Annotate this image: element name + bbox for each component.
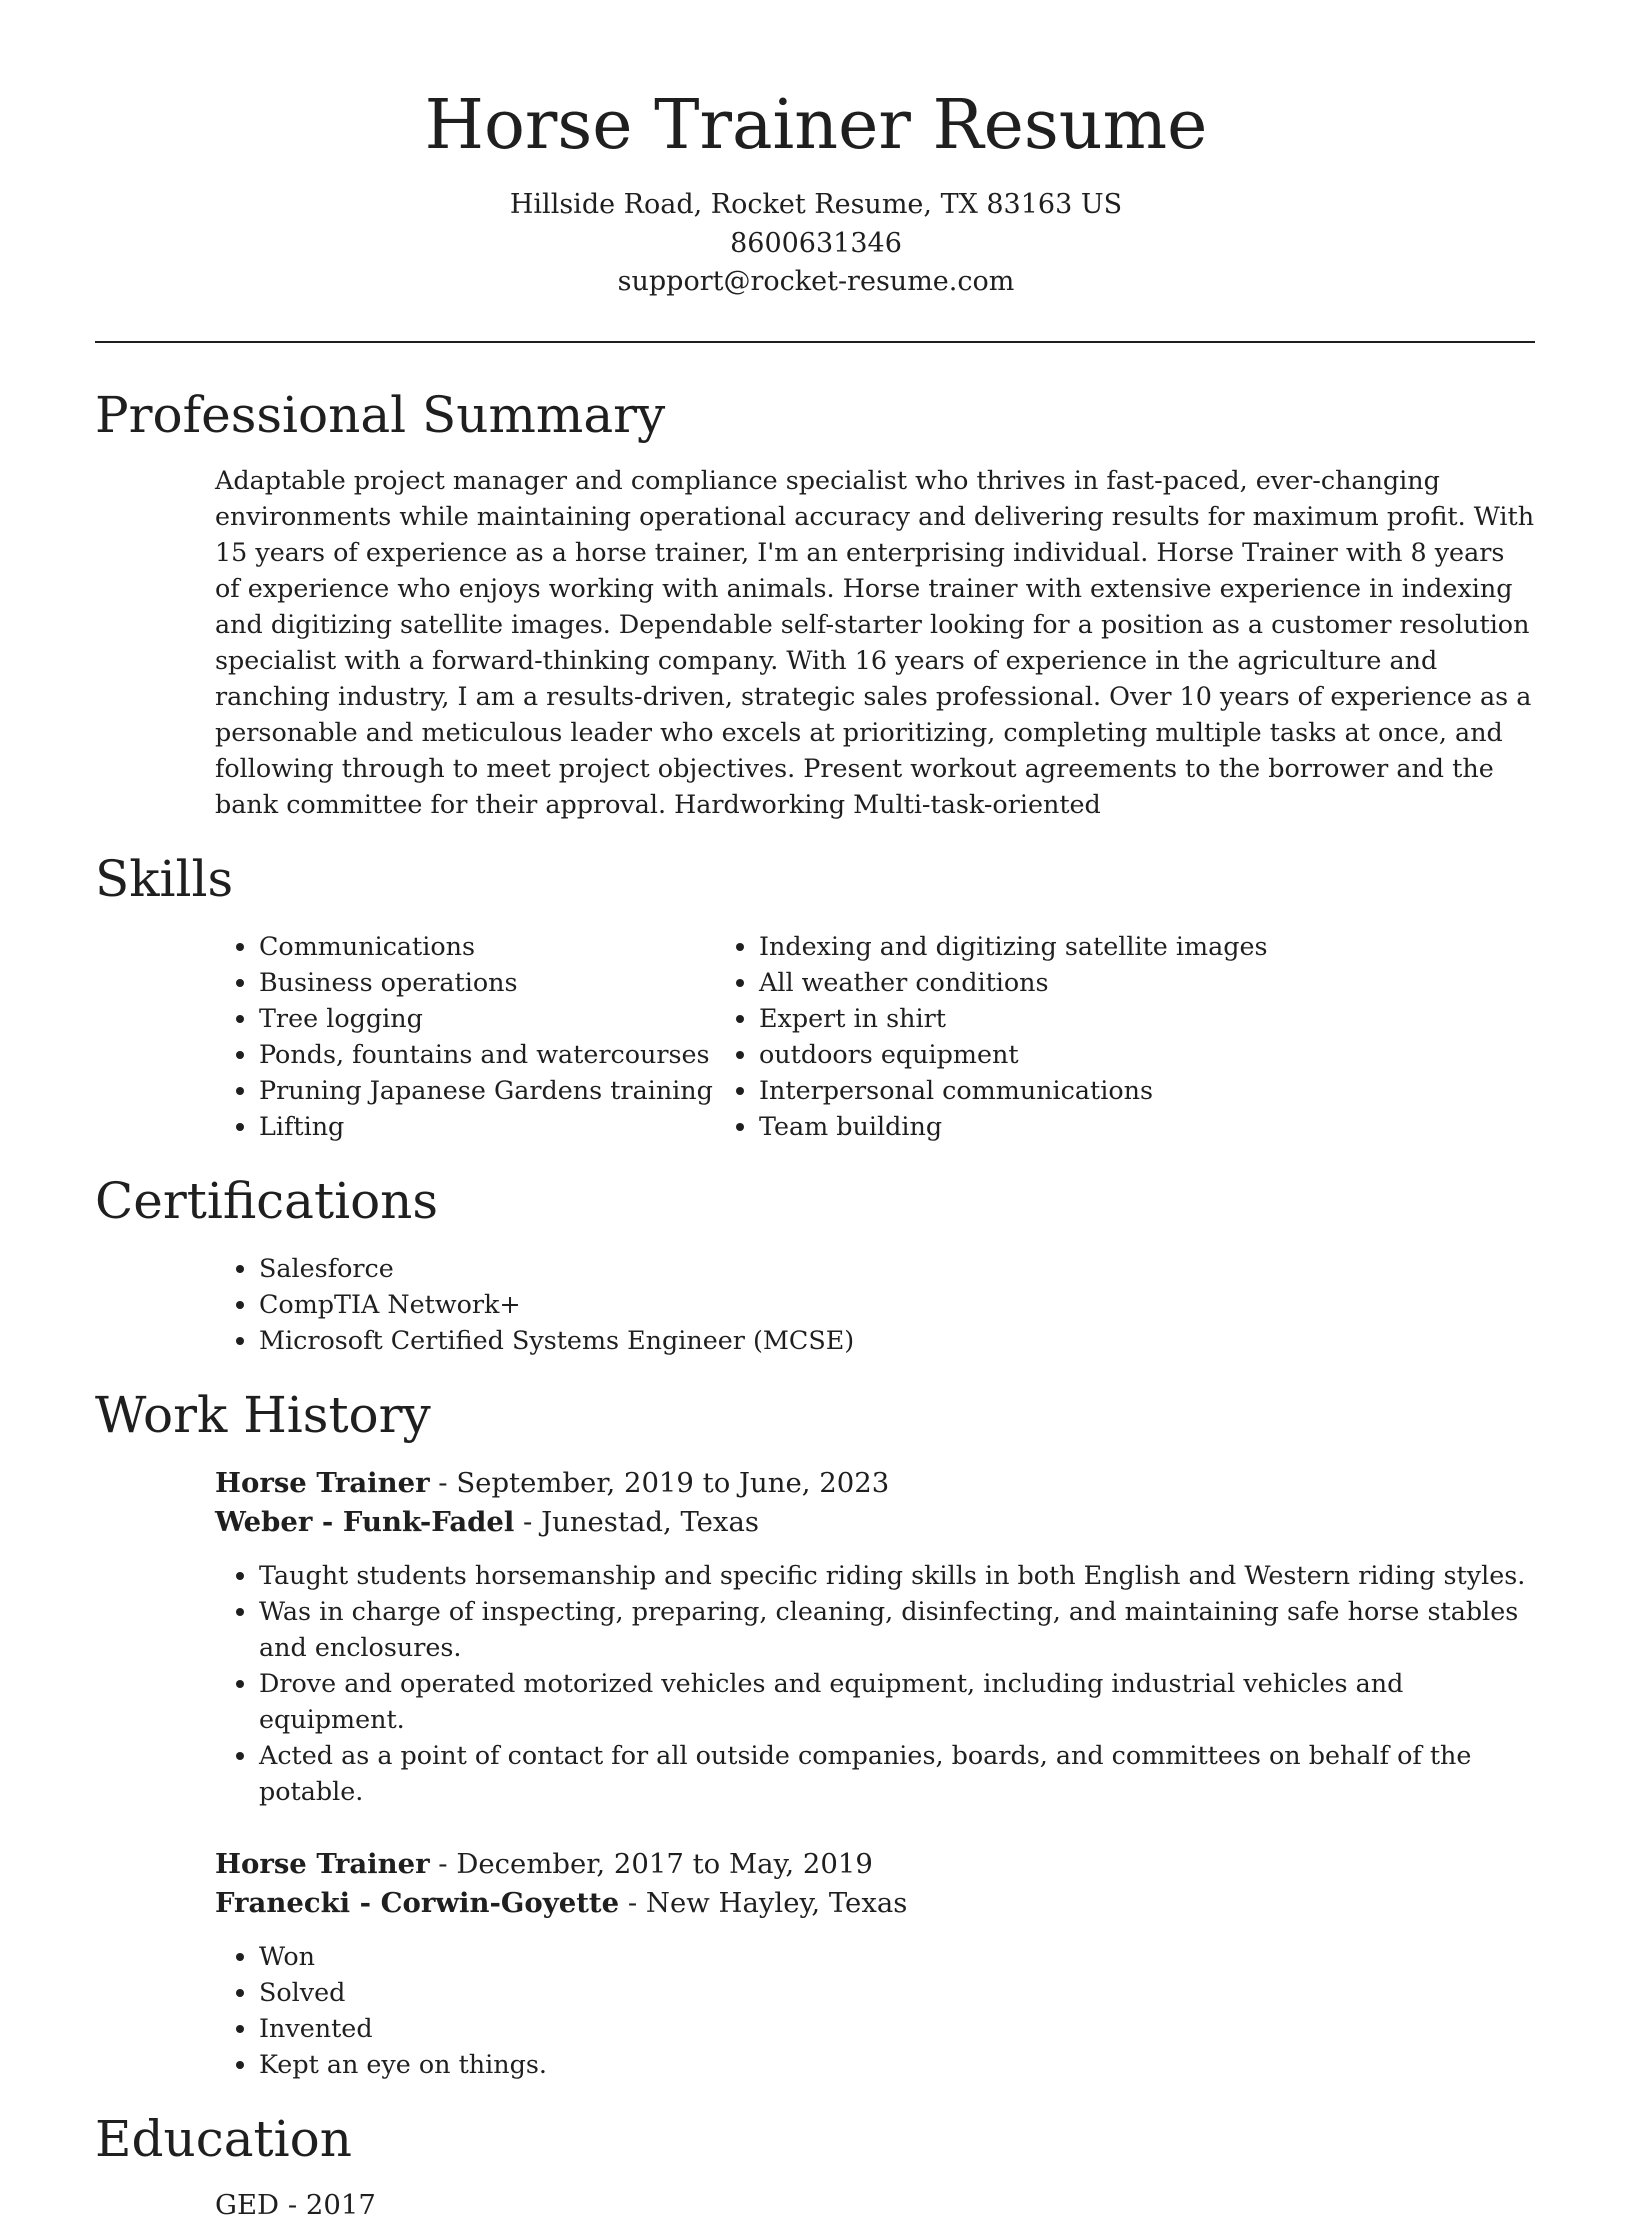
resume-header	[0, 78, 1632, 302]
skill-item: • Pruning Japanese Gardens training	[259, 1072, 745, 1108]
job-entry	[95, 1464, 1535, 1809]
page-title: Horse Trainer Resume	[424, 86, 1208, 165]
contact-block	[0, 186, 1632, 302]
skill-item: • Indexing and digitizing satellite images	[759, 928, 1395, 964]
education-heading: Education	[95, 2110, 352, 2168]
skills-column-1	[95, 928, 745, 1144]
skill-item: • Tree logging	[259, 1000, 745, 1036]
skill-item: • All weather conditions	[759, 964, 1395, 1000]
certification-item: • Microsoft Certified Systems Engineer (MCSE)	[259, 1322, 1535, 1358]
job-header	[215, 1464, 1535, 1541]
resume-body	[95, 380, 1535, 2224]
header-divider	[95, 341, 1535, 343]
job-bullet: • Drove and operated motorized vehicles and equipment, including industrial vehicles and equipment.	[259, 1665, 1535, 1737]
job-dates: - September, 2019 to June, 2023	[429, 1467, 890, 1499]
job-bullet: • Kept an eye on things.	[259, 2046, 1535, 2082]
skills-column-2	[745, 928, 1395, 1144]
skill-item: • outdoors equipment	[759, 1036, 1395, 1072]
job-bullets	[95, 1557, 1535, 1809]
work-history-heading: Work History	[95, 1386, 431, 1444]
job-bullet: • Taught students horsemanship and specific riding skills in both English and Western riding styles.	[259, 1557, 1535, 1593]
job-bullet: • Was in charge of inspecting, preparing, cleaning, disinfecting, and maintaining safe horse stables and enclosures.	[259, 1593, 1535, 1665]
job-bullet: • Invented	[259, 2010, 1535, 2046]
job-title: Horse Trainer	[215, 1467, 430, 1499]
email-text: support@rocket-resume.com	[617, 266, 1015, 297]
job-title: Horse Trainer	[215, 1848, 430, 1880]
job-employer: Weber - Funk-Fadel	[215, 1505, 515, 1538]
job-dates: - December, 2017 to May, 2019	[429, 1848, 873, 1880]
job-bullet: • Acted as a point of contact for all outside companies, boards, and committees on behalf of the potable.	[259, 1737, 1535, 1809]
skill-item: • Expert in shirt	[759, 1000, 1395, 1036]
certification-item: • Salesforce	[259, 1250, 1535, 1286]
skills-heading: Skills	[95, 850, 234, 908]
phone-text: 8600631346	[730, 227, 902, 259]
skill-item: • Team building	[759, 1108, 1395, 1144]
skills-list	[95, 928, 1535, 1144]
address-text: Hillside Road, Rocket Resume, TX 83163 US	[509, 189, 1123, 220]
job-bullet: • Solved	[259, 1974, 1535, 2010]
certification-item: • CompTIA Network+	[259, 1286, 1535, 1322]
education-entry: GED - 2017	[215, 2189, 376, 2221]
skill-item: • Communications	[259, 928, 745, 964]
skill-item: • Lifting	[259, 1108, 745, 1144]
job-bullets	[95, 1938, 1535, 2082]
job-bullet: • Won	[259, 1938, 1535, 1974]
certifications-list	[95, 1250, 1535, 1358]
certifications-heading: Certifications	[95, 1172, 439, 1230]
job-employer: Franecki - Corwin-Goyette	[215, 1886, 620, 1919]
skill-item: • Interpersonal communications	[759, 1072, 1395, 1108]
job-header	[215, 1845, 1535, 1922]
job-location: - New Hayley, Texas	[619, 1886, 908, 1919]
job-entry	[95, 1845, 1535, 2082]
summary-text: Adaptable project manager and compliance specialist who thrives in fast-paced, ever-changing environments while maintaining operational accuracy and delivering results for maximum profit. With 15 years of experience as a horse trainer, I'm an enterprising individual. Horse Trainer with 8 years of experience who enjoys working with animals. Horse trainer with extensive experience in indexing and digitizing satellite images. Dependable self-starter looking for a position as a customer resolution specialist with a forward-thinking company. With 16 years of experience in the agriculture and ranching industry, I am a results-driven, strategic sales professional. Over 10 years of experience as a personable and meticulous leader who excels at prioritizing, completing multiple tasks at once, and following through to meet project objectives. Present workout agreements to the borrower and the bank committee for their approval. Hardworking Multi-task-oriented	[215, 465, 1535, 819]
skill-item: • Business operations	[259, 964, 745, 1000]
job-location: - Junestad, Texas	[514, 1505, 759, 1538]
summary-heading: Professional Summary	[95, 386, 666, 444]
skill-item: • Ponds, fountains and watercourses	[259, 1036, 745, 1072]
